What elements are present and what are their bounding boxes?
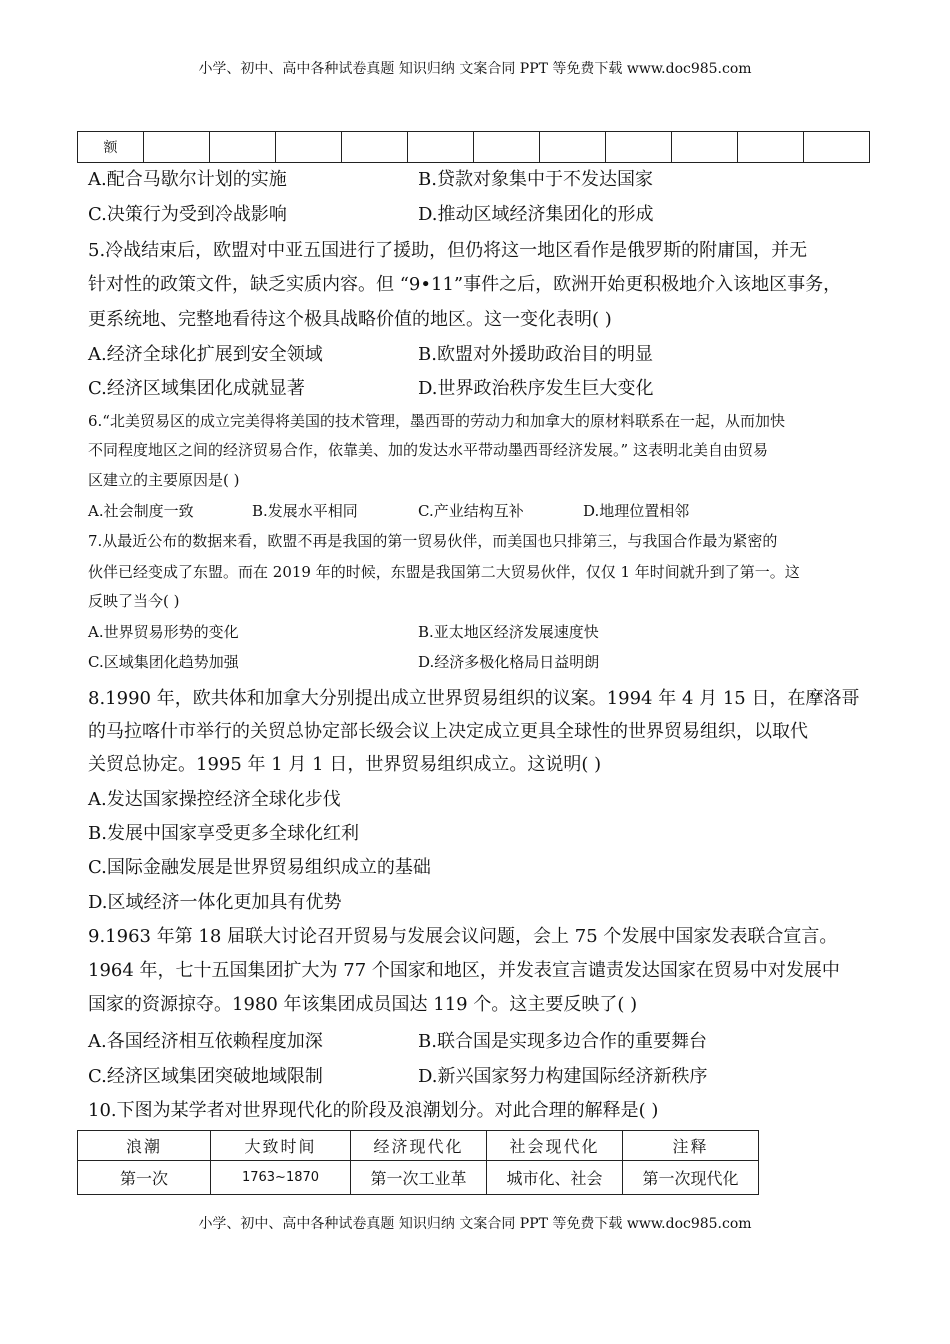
q8-option-c: C.国际金融发展是世界贸易组织成立的基础 [88, 857, 431, 878]
q7-option-b: B.亚太地区经济发展速度快 [418, 623, 599, 641]
q9-stem-line: 9.1963 年第 18 届联大讨论召开贸易与发展会议问题，会上 75 个发展中国家发表联合宣言。 [88, 926, 838, 947]
q6-stem-line: 区建立的主要原因是( ) [88, 471, 240, 489]
table-header: 注释 [623, 1131, 759, 1161]
q4-option-c: C.决策行为受到冷战影响 [88, 204, 287, 225]
q4-option-a: A.配合马歇尔计划的实施 [88, 169, 287, 190]
q8-option-a: A.发达国家操控经济全球化步伐 [88, 789, 341, 810]
q5-stem-line: 5.冷战结束后，欧盟对中亚五国进行了援助，但仍将这一地区看作是俄罗斯的附庸国，并无 [88, 240, 808, 261]
q6-option-a: A.社会制度一致 [88, 502, 194, 520]
table-header: 大致时间 [211, 1131, 351, 1161]
table-header: 社会现代化 [487, 1131, 623, 1161]
q5-option-c: C.经济区域集团化成就显著 [88, 378, 305, 399]
q5-stem-line: 针对性的政策文件，缺乏实质内容。但 “9•11”事件之后，欧洲开始更积极地介入该地区事务， [88, 274, 842, 295]
q5-option-d: D.世界政治秩序发生巨大变化 [418, 378, 654, 399]
table-cell: 第一次 [78, 1161, 211, 1195]
q6-option-d: D.地理位置相邻 [583, 502, 690, 520]
q5-stem-line: 更系统地、完整地看待这个极具战略价值的地区。这一变化表明( ) [88, 309, 612, 330]
q10-stem: 10.下图为某学者对世界现代化的阶段及浪潮划分。对此合理的解释是( ) [88, 1100, 659, 1121]
q8-stem-line: 8.1990 年，欧共体和加拿大分别提出成立世界贸易组织的议案。1994 年 4 月 15 日，在摩洛哥 [88, 688, 860, 709]
q7-stem-line: 伙伴已经变成了东盟。而在 2019 年的时候，东盟是我国第二大贸易伙伴，仅仅 1 年时间就升到了第一。这 [88, 563, 800, 581]
q6-stem-line: 6.“北美贸易区的成立完美得将美国的技术管理，墨西哥的劳动力和加拿大的原材料联系在一起，从而加快 [88, 412, 785, 430]
q9-option-a: A.各国经济相互依赖程度加深 [88, 1031, 323, 1052]
table-cell: 第一次工业革 [351, 1161, 487, 1195]
q4-option-d: D.推动区域经济集团化的形成 [418, 204, 654, 225]
q9-option-c: C.经济区域集团突破地域限制 [88, 1066, 323, 1087]
modernization-table [77, 1130, 759, 1195]
table-cell: 第一次现代化 [623, 1161, 759, 1195]
q9-option-d: D.新兴国家努力构建国际经济新秩序 [418, 1066, 708, 1087]
q6-stem-line: 不同程度地区之间的经济贸易合作，依靠美、加的发达水平带动墨西哥经济发展。” 这表明北美自由贸易 [88, 441, 768, 459]
table-cell: 1763~1870 [211, 1161, 351, 1195]
page-footer: 小学、初中、高中各种试卷真题 知识归纳 文案合同 PPT 等免费下载 www.doc985.com [198, 1216, 752, 1232]
table-cell: 城市化、社会 [487, 1161, 623, 1195]
q9-stem-line: 国家的资源掠夺。1980 年该集团成员国达 119 个。这主要反映了( ) [88, 994, 638, 1015]
q9-option-b: B.联合国是实现多边合作的重要舞台 [418, 1031, 707, 1052]
q8-stem-line: 关贸总协定。1995 年 1 月 1 日，世界贸易组织成立。这说明( ) [88, 754, 602, 775]
q6-option-b: B.发展水平相同 [252, 502, 358, 520]
q8-stem-line: 的马拉喀什市举行的关贸总协定部长级会议上决定成立更具全球性的世界贸易组织，以取代 [88, 721, 808, 742]
q7-stem-line: 反映了当今( ) [88, 592, 180, 610]
top-table-fragment [77, 131, 870, 163]
q7-option-c: C.区域集团化趋势加强 [88, 653, 239, 671]
q5-option-a: A.经济全球化扩展到安全领域 [88, 344, 323, 365]
q4-option-b: B.贷款对象集中于不发达国家 [418, 169, 653, 190]
q8-option-d: D.区域经济一体化更加具有优势 [88, 892, 342, 913]
q7-option-d: D.经济多极化格局日益明朗 [418, 653, 600, 671]
q7-option-a: A.世界贸易形势的变化 [88, 623, 239, 641]
table-cell: 额 [78, 132, 144, 163]
q7-stem-line: 7.从最近公布的数据来看，欧盟不再是我国的第一贸易伙伴，而美国也只排第三，与我国合作最为紧密的 [88, 532, 778, 550]
table-header: 经济现代化 [351, 1131, 487, 1161]
page-header: 小学、初中、高中各种试卷真题 知识归纳 文案合同 PPT 等免费下载 www.doc985.com [198, 61, 752, 77]
q6-option-c: C.产业结构互补 [418, 502, 524, 520]
table-header: 浪潮 [78, 1131, 211, 1161]
q8-option-b: B.发展中国家享受更多全球化红利 [88, 823, 359, 844]
q5-option-b: B.欧盟对外援助政治目的明显 [418, 344, 653, 365]
q9-stem-line: 1964 年，七十五国集团扩大为 77 个国家和地区，并发表宣言谴责发达国家在贸易中对发展中 [88, 960, 840, 981]
